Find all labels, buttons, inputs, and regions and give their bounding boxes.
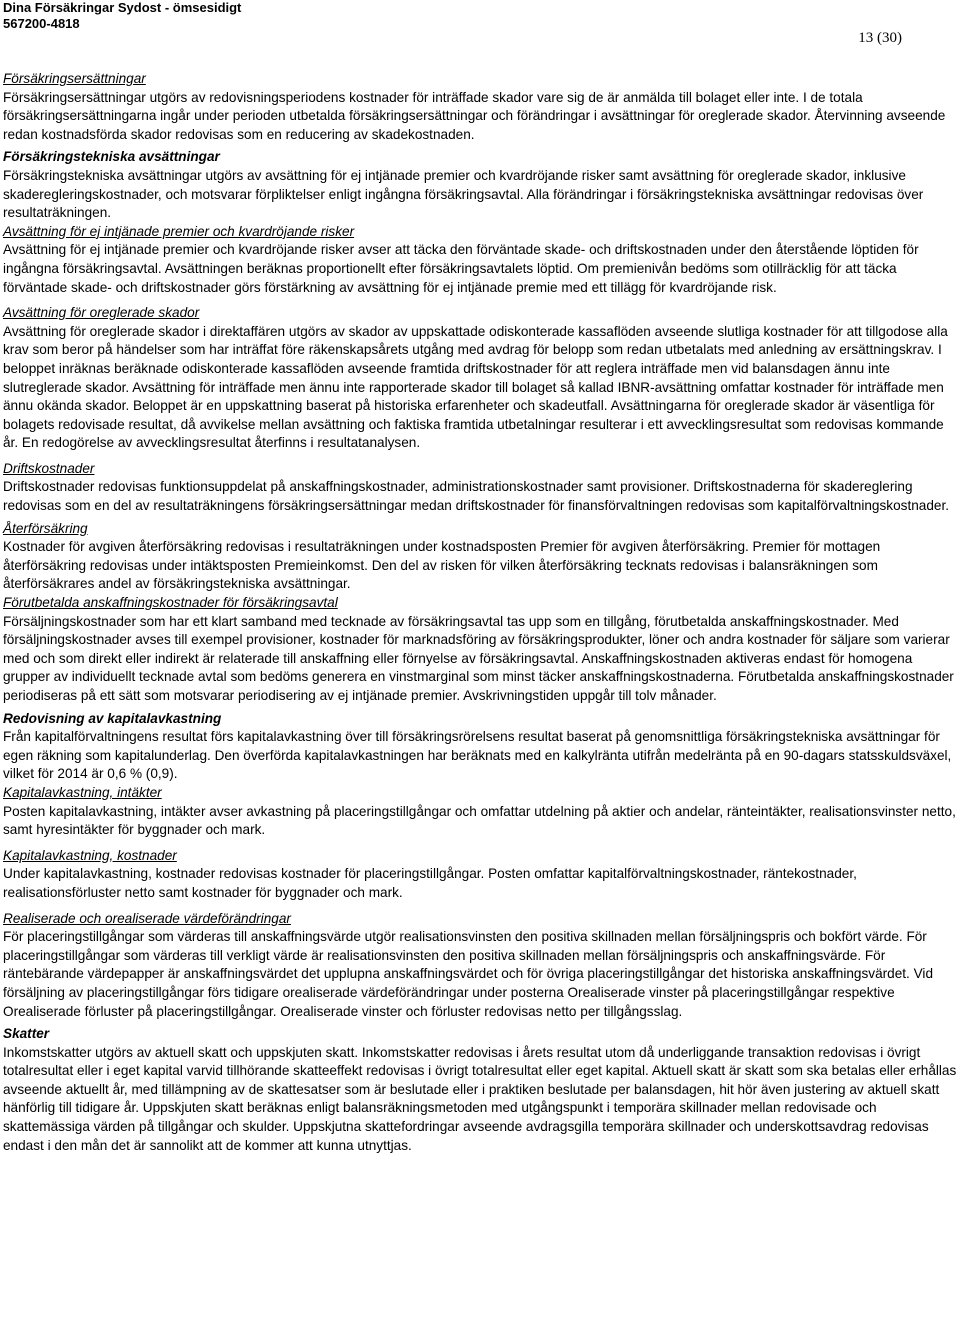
section-driftskostnader [3,460,958,516]
section-avsattning-ej-intjanade-premier [3,223,958,297]
document-header [3,0,241,32]
document-body [3,70,958,1155]
section-text: Under kapitalavkastning, kostnader redovisas kostnader för placeringstillgångar. Posten omfattar kapitalförvaltningskostnader, räntekostnader, realisationsförluster netto samt kostnader för byggnader och mark. [3,866,857,900]
section-skatter [3,1025,958,1155]
section-heading: Realiserade och orealiserade värdeförändringar [3,910,291,926]
section-forsakringstekniska-avsattningar [3,148,958,222]
section-text: Posten kapitalavkastning, intäkter avser avkastning på placeringstillgångar och omfattar utdelning på aktier och andelar, ränteintäkter, realisationsvinster netto, samt hyresintäkter för byggnader och mark. [3,803,956,838]
section-text: Försäkringsersättningar utgörs av redovisningsperiodens kostnader för inträffade skador vare sig de är anmälda till bolaget eller inte. I de totala försäkringsersättningarna ingår under perioden utbetalda försäkringsersättningar och förändringar i avsättningar för oreglerade skador. Återvinning avseende redan kostnadsförda skador redovisas som en reducering av skadekostnaden. [3,89,946,142]
section-heading: Avsättning för oreglerade skador [3,305,200,321]
section-heading: Försäkringsersättningar [3,71,146,86]
section-redovisning-kapitalavkastning [3,710,958,784]
section-heading: Skatter [3,1026,50,1042]
section-text: För placeringstillgångar som värderas till anskaffningsvärde utgör realisationsvinsten den positiva skillnaden mellan försäljningspris och bokfört värde. För placeringstillgångar som värderas till verkligt värde är realisationsvinsten den positiva skillnaden mellan försäljningspris och anskaffningsvärde. För räntebärande värdepapper är anskaffningsvärdet det upplupna anskaffningsvärdet och för övriga placeringstillgångar det historiska anskaffningsvärdet. Vid försäljning av placeringstillgångar förs tidigare orealiserade värdeförändringar under posterna Orealiserade vinster på placeringstillgångar respektive Orealiserade förluster på placeringstillgångar. Orealiserade vinster och förluster redovisas netto per tillgångsslag. [3,929,934,1019]
section-forutbetalda-anskaffningskostnader [3,594,958,706]
section-heading: Förutbetalda anskaffningskostnader för försäkringsavtal [3,595,338,611]
company-name: Dina Försäkringar Sydost - ömsesidigt [3,0,242,15]
section-avsattning-oreglerade-skador [3,304,958,453]
org-number: 567200-4818 [3,16,80,31]
section-heading: Återförsäkring [3,520,88,536]
section-heading: Försäkringstekniska avsättningar [3,149,220,165]
section-kapitalavkastning-intakter [3,784,958,840]
section-forsakringsersattningar [3,70,958,144]
section-aterforsakring [3,520,958,594]
section-kapitalavkastning-kostnader [3,847,958,903]
section-text: Avsättning för oreglerade skador i direktaffären utgörs av skador av uppskattade odiskonterade kassaflöden avseende slutliga kostnader för att tillgodose alla krav som beror på händelser som har inträffat före räkenskapsårets utgång med avdrag för belopp som redan utbetalats med anledning av ersättningskrav. I beloppet inräknas beräknade odiskonterade kassaflöden avseende framtida driftskostnader för att reglera inträffade men vid balansdagen ännu inte slutreglerade skador. Avsättning för inträffade men ännu inte rapporterade skador till bolaget så kallad IBNR-avsättning omfattar kostnader för inträffade men ännu okända skador. Beloppet är en uppskattning baserat på historiska erfarenheter och skadeutfall. Avsättningarna för oreglerade skador är väsentliga för bolagets redovisade resultat, då avvikelse mellan avsättning och faktiska framtida utbetalningar resulterar i ett avvecklingsresultat som redovisas kommande år. En redogörelse av avvecklingsresultat återfinns i resultatanalysen. [3,323,948,451]
section-text: Från kapitalförvaltningens resultat förs kapitalavkastning över till försäkringsrörelsens resultat baserat på genomsnittliga försäkringstekniska avsättningar för egen räkning som kapitalunderlag. Den överförda kapitalavkastningen har beräknats med en kalkylränta utifrån medelränta på en 90-dagars statsskuldsväxel, vilket för 2014 är 0,6 % (0,9). [3,729,952,782]
section-heading: Kapitalavkastning, intäkter [3,784,162,800]
section-text: Försäljningskostnader som har ett klart samband med tecknade av försäkringsavtal tas upp som en tillgång, förutbetalda anskaffningskostnader. Med försäljningskostnader avses till exempel provisioner, kostnader för marknadsföring av försäkringsprodukter, löner och andra kostnader för säljare som varierar med och som direkt eller indirekt är relaterade till anskaffning eller förnyelse av försäkringsavtal. Anskaffningskostnaden aktiveras endast för homogena grupper av individuellt tecknade avtal som bedöms generera en vinstmarginal som minst täcker anskaffningskostnaderna. Förutbetalda anskaffningskostnader periodiseras på ett sätt som motsvarar periodisering av ej intjänade premier. Avskrivningstiden uppgår till tolv månader. [3,613,954,703]
section-heading: Redovisning av kapitalavkastning [3,710,222,726]
section-text: Avsättning för ej intjänade premier och kvardröjande risker avser att täcka den förväntade skade- och driftskostnaden under den återstående löptiden för ingångna försäkringsavtal. Avsättningen beräknas proportionellt efter försäkringsavtalets löptid. Om premienivån bedöms som otillräcklig för att täcka förväntade skade- och driftskostnader görs förstärkning av avsättning för ej intjänade premie med ett tillägg för kvardröjande risk. [3,242,919,295]
section-text: Försäkringstekniska avsättningar utgörs av avsättning för ej intjänade premier och kvardröjande risker samt avsättning för oreglerade skador, inklusive skaderegleringskostnader, och motsvarar förpliktelser enligt ingångna försäkringsavtal. Alla förändringar i försäkringstekniska avsättningar redovisas över resultaträkningen. [3,167,924,221]
section-text: Kostnader för avgiven återförsäkring redovisas i resultaträkningen under kostnadsposten Premier för avgiven återförsäkring. Premier för mottagen återförsäkring redovisas under intäktsposten Premieinkomst. Den del av risken för vilken återförsäkring tecknats redovisas i balansräkningen som återförsäkrares andel av försäkringstekniska avsättningar. [3,539,881,592]
section-heading: Driftskostnader [3,460,95,476]
section-heading: Avsättning för ej intjänade premier och kvardröjande risker [3,223,355,239]
section-realiserade-orealiserade [3,910,958,1022]
section-text: Inkomstskatter utgörs av aktuell skatt och uppskjuten skatt. Inkomstskatter redovisas i årets resultat utom då underliggande transaktion redovisas i övrigt totalresultat eller i eget kapital varvid tillhörande skatteeffekt redovisas i övrigt totalresultat eller eget kapital. Aktuell skatt är skatt som ska betalas eller erhållas avseende aktuellt år, med tillämpning av de skattesatser som är beslutade eller i praktiken beslutade per balansdagen, hit hör även justering av aktuell skatt hänförlig till tidigare år. Uppskjuten skatt beräknas enligt balansräkningsmetoden med utgångspunkt i temporära skillnader mellan redovisade och skattemässiga värden på tillgångar och skulder. Uppskjutna skattefordringar avseende avdragsgilla temporära skillnader och underskottsavdrag redovisas endast i den mån det är sannolikt att de kommer att kunna utnyttjas. [3,1044,957,1153]
section-text: Driftskostnader redovisas funktionsuppdelat på anskaffningskostnader, administrationskostnader samt provisioner. Driftskostnaderna för skadereglering redovisas som en del av resultaträkningens försäkringsersättningar medan driftskostnader för finansförvaltningen redovisas som kapitalförvaltningskostnader. [3,479,950,514]
page-number: 13 (30) [858,30,902,46]
section-heading: Kapitalavkastning, kostnader [3,847,177,863]
